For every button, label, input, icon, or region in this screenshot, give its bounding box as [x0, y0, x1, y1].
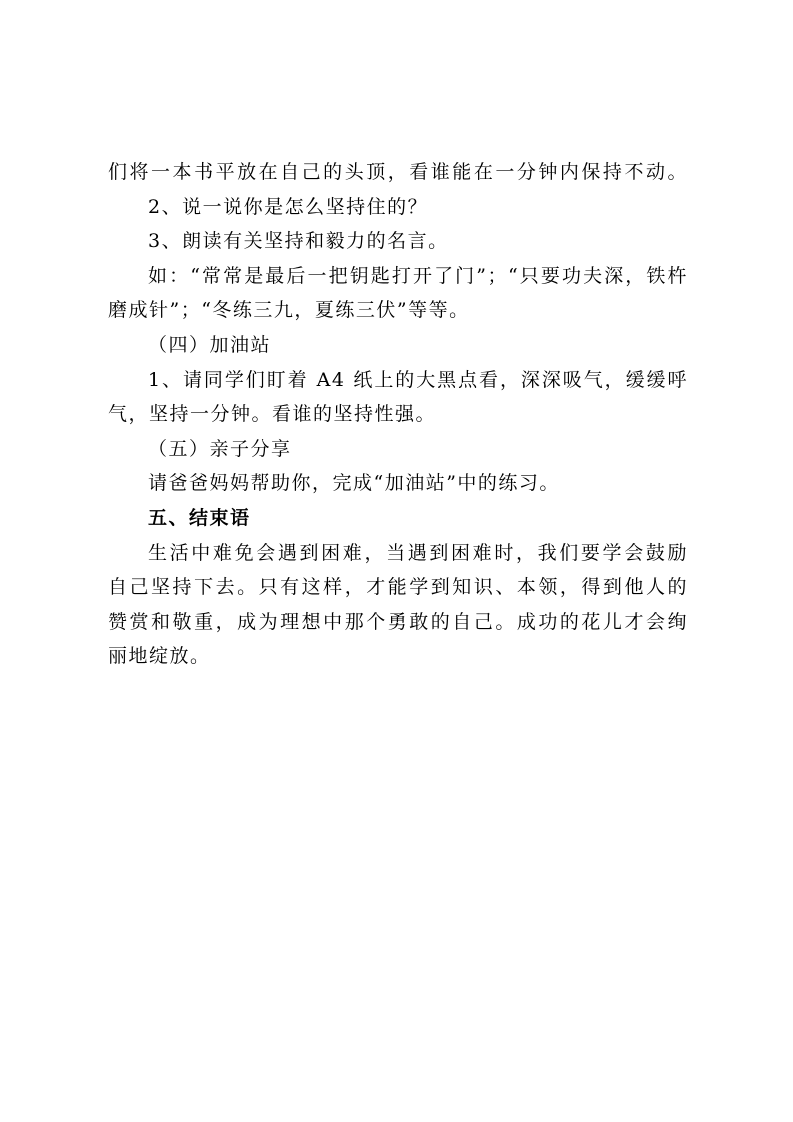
exercise-line: 1、请同学们盯着 A4 纸上的大黑点看，深深吸气，缓缓呼 — [148, 368, 688, 391]
exercise-line-continued: 气，坚持一分钟。看谁的坚持性强。 — [108, 403, 437, 426]
list-item-3: 3、朗读有关坚持和毅力的名言。 — [148, 230, 449, 253]
conclusion-line: 自己坚持下去。只有这样，才能学到知识、本领，得到他人的 — [108, 576, 688, 599]
quote-line: 如：“常常是最后一把钥匙打开了门”；“只要功夫深，铁杵 — [148, 264, 688, 287]
section-heading-conclusion: 五、结束语 — [148, 506, 251, 529]
parent-child-line: 请爸爸妈妈帮助你，完成“加油站”中的练习。 — [148, 472, 560, 495]
section-heading-parent-child: （五）亲子分享 — [148, 437, 292, 460]
quote-line-continued: 磨成针”；“冬练三九，夏练三伏”等等。 — [108, 299, 470, 322]
list-item-2: 2、说一说你是怎么坚持住的？ — [148, 195, 429, 218]
conclusion-line: 赞赏和敬重，成为理想中那个勇敢的自己。成功的花儿才会绚 — [108, 610, 688, 633]
conclusion-line-end: 丽地绽放。 — [108, 645, 211, 668]
section-heading-gas-station: （四）加油站 — [148, 333, 272, 356]
paragraph-line: 们将一本书平放在自己的头顶，看谁能在一分钟内保持不动。 — [108, 161, 688, 183]
conclusion-line: 生活中难免会遇到困难，当遇到困难时，我们要学会鼓励 — [148, 541, 688, 564]
document-page — [108, 155, 688, 674]
